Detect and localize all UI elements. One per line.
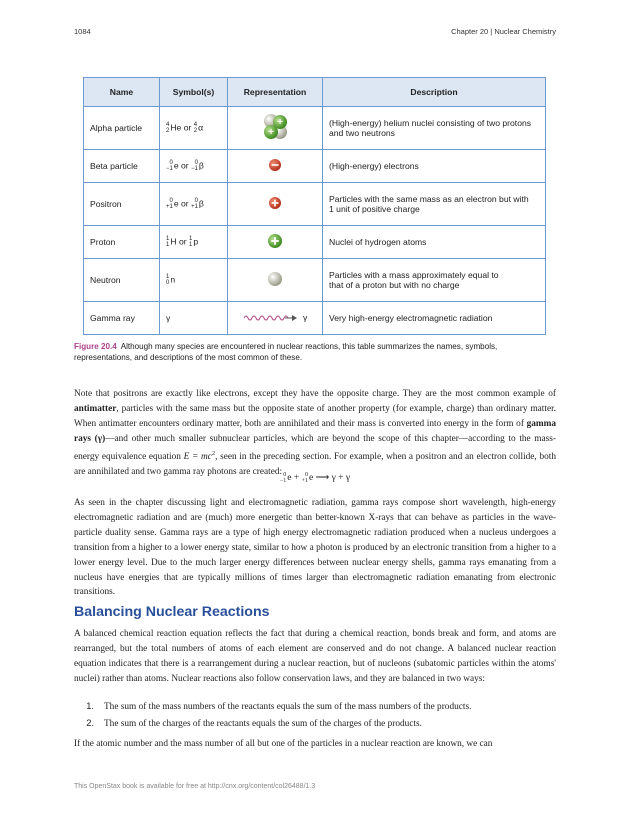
particle-description: Nuclei of hydrogen atoms xyxy=(323,226,546,259)
figure-caption xyxy=(74,341,556,363)
header-description: Description xyxy=(323,78,546,107)
particle-description: Very high-energy electromagnetic radiation xyxy=(323,302,546,335)
caption-text: Although many species are encountered in nuclear reactions, this table summarizes the names, symbols, representations, and descriptions of the most common of these. xyxy=(74,342,498,362)
particle-symbol: 0 −1 e or 0 −1 β xyxy=(160,150,228,183)
header-symbols: Symbol(s) xyxy=(160,78,228,107)
particle-name: Alpha particle xyxy=(84,107,160,150)
page-number: 1084 xyxy=(74,27,91,36)
positron-icon xyxy=(228,183,323,226)
table-row-proton xyxy=(84,226,546,259)
table-row-beta xyxy=(84,150,546,183)
particle-symbol: 1 1 H or 1 1 p xyxy=(160,226,228,259)
table-row-alpha xyxy=(84,107,546,150)
paragraph-final: If the atomic number and the mass number of all but one of the particles in a nuclear reaction are known, we can xyxy=(74,739,493,749)
header-name: Name xyxy=(84,78,160,107)
chapter-title: Chapter 20 | Nuclear Chemistry xyxy=(451,27,556,36)
gamma-ray-icon xyxy=(228,302,323,335)
table-row-gamma xyxy=(84,302,546,335)
proton-icon xyxy=(228,226,323,259)
svg-text:+: + xyxy=(268,126,274,138)
particle-name: Gamma ray xyxy=(84,302,160,335)
table-row-positron xyxy=(84,183,546,226)
annihilation-equation: 0 −1 e + 0 +1 e ⟶ γ + γ xyxy=(279,472,351,484)
particle-description: (High-energy) helium nuclei consisting of two protons and two neutrons xyxy=(323,107,546,150)
list-item: 1. The sum of the mass numbers of the reactants equals the sum of the mass numbers of the products. xyxy=(86,701,472,712)
svg-text:+: + xyxy=(277,116,283,128)
section-title: Balancing Nuclear Reactions xyxy=(74,604,270,620)
paragraph-gamma-rays: As seen in the chapter discussing light and electromagnetic radiation, gamma rays compose short wavelength, high-energy electromagnetic radiation and are (much) more energetic than better-known X-rays that can behave as particles in the wave-particle duality sense. Gamma rays are a type of high energy electromagnetic radiation produced when a nucleus undergoes a transition from a higher to a lower energy state, similar to how a photon is produced by an electronic transition from a higher to a lower energy level. Due to the much larger energy differences between nuclear energy shells, gamma rays emanating from a nucleus have energies that are typically millions of times larger than electromagnetic radiation emanating from electronic transitions. xyxy=(74,498,556,598)
particle-name: Positron xyxy=(84,183,160,226)
particle-table xyxy=(83,77,546,335)
particle-name: Neutron xyxy=(84,259,160,302)
table-header-row xyxy=(84,78,546,107)
figure-label: Figure 20.4 xyxy=(74,342,117,351)
particle-symbol: 1 0 n xyxy=(160,259,228,302)
neutron-icon xyxy=(228,259,323,302)
gamma-ray-label: γ xyxy=(303,312,308,323)
alpha-particle-icon xyxy=(228,107,323,150)
list-item: 2. The sum of the charges of the reactants equals the sum of the charges of the products. xyxy=(86,718,422,729)
particle-symbol: γ xyxy=(160,302,228,335)
particle-symbol: 0 +1 e or 0 +1 β xyxy=(160,183,228,226)
term-gamma-rays: gamma rays (γ) xyxy=(74,418,556,444)
electron-icon xyxy=(228,150,323,183)
footer-note[interactable]: This OpenStax book is available for free at http://cnx.org/content/col26488/1.3 xyxy=(74,783,316,790)
particle-name: Proton xyxy=(84,226,160,259)
particle-description: Particles with a mass approximately equal to that of a proton but with no charge xyxy=(323,259,546,302)
header-representation: Representation xyxy=(228,78,323,107)
paragraph-balancing: A balanced chemical reaction equation reflects the fact that during a chemical reaction, bonds break and form, and atoms are rearranged, but the total numbers of atoms of each element are conserved and do not change. A balanced nuclear reaction equation indicates that there is a rearrangement during a nuclear reaction, but of nucleons (subatomic particles within the atoms' nuclei) rather than atoms. Nuclear reactions also follow conservation laws, and they are balanced in two ways: xyxy=(74,629,556,684)
conservation-rules-list xyxy=(74,699,556,733)
table-row-neutron xyxy=(84,259,546,302)
particle-description: Particles with the same mass as an electron but with 1 unit of positive charge xyxy=(323,183,546,226)
particle-description: (High-energy) electrons xyxy=(323,150,546,183)
particle-symbol: 4 2 He or 4 2 α xyxy=(160,107,228,150)
particle-name: Beta particle xyxy=(84,150,160,183)
paragraph-antimatter: Note that positrons are exactly like electrons, except they have the opposite charge. They are the most common example of antimatter, particles with the same mass but the opposite state of another property (for example, charge) than ordinary matter. When antimatter encounters ordinary matter, both are annihilated and their mass is converted into energy in the form of gamma rays (γ)—and other much smaller subnuclear particles, which are beyond the scope of this chapter—according to the mass-energy equivalence equation $E = mc^2$, seen in the preceding section. For example, when a positron and an electron collide, both are annihilated and two gamma ray photons are created: xyxy=(74,389,556,477)
term-antimatter: antimatter xyxy=(74,403,117,414)
